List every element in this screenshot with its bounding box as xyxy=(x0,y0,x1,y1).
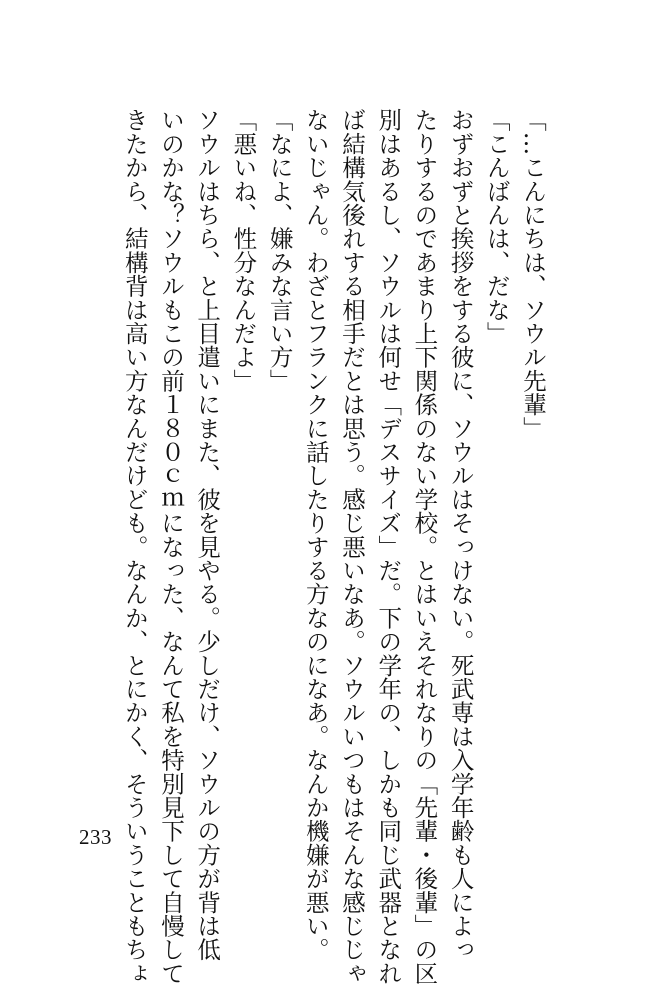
vertical-text-block xyxy=(117,108,551,985)
text-line: おずおずと挨拶をする彼に、ソウルはそっけない。死武専は入学年齢も人によっ xyxy=(446,108,475,962)
text-line: ば結構気後れする相手だとは思う。感じ悪いなあ。ソウルいつもはそんな感じじゃ xyxy=(337,108,366,985)
text-line: 別はあるし、ソウルは何せ「デスサイズ」だ。下の学年の、しかも同じ武器となれ xyxy=(374,108,403,985)
text-line: きたから、結構背は高い方なんだけども。なんか、とにかく、そういうこともちょ xyxy=(120,108,149,985)
text-line: たりするのであまり上下関係のない学校。とはいえそれなりの「先輩・後輩」の区 xyxy=(410,108,439,985)
dialogue-line: 「なによ、嫌みな言い方」 xyxy=(265,108,294,393)
text-line: ないじゃん。わざとフランクに話したりする方なのになあ。なんか機嫌が悪い。 xyxy=(301,108,330,962)
text-line: ソウルはちら、と上目遣いにまた、彼を見やる。少しだけ、ソウルの方が背は低 xyxy=(193,108,222,962)
dialogue-line: 「悪いね、性分なんだよ」 xyxy=(229,108,258,393)
dialogue-line: 「…こんにちは、ソウル先輩」 xyxy=(519,108,547,440)
text-line: いのかな？ソウルもこの前１８０ｃｍになった、なんて私を特別見下して自慢して xyxy=(156,108,185,985)
page-number: 233 xyxy=(79,825,112,849)
dialogue-line: 「こんばんは、だな」 xyxy=(482,108,511,345)
